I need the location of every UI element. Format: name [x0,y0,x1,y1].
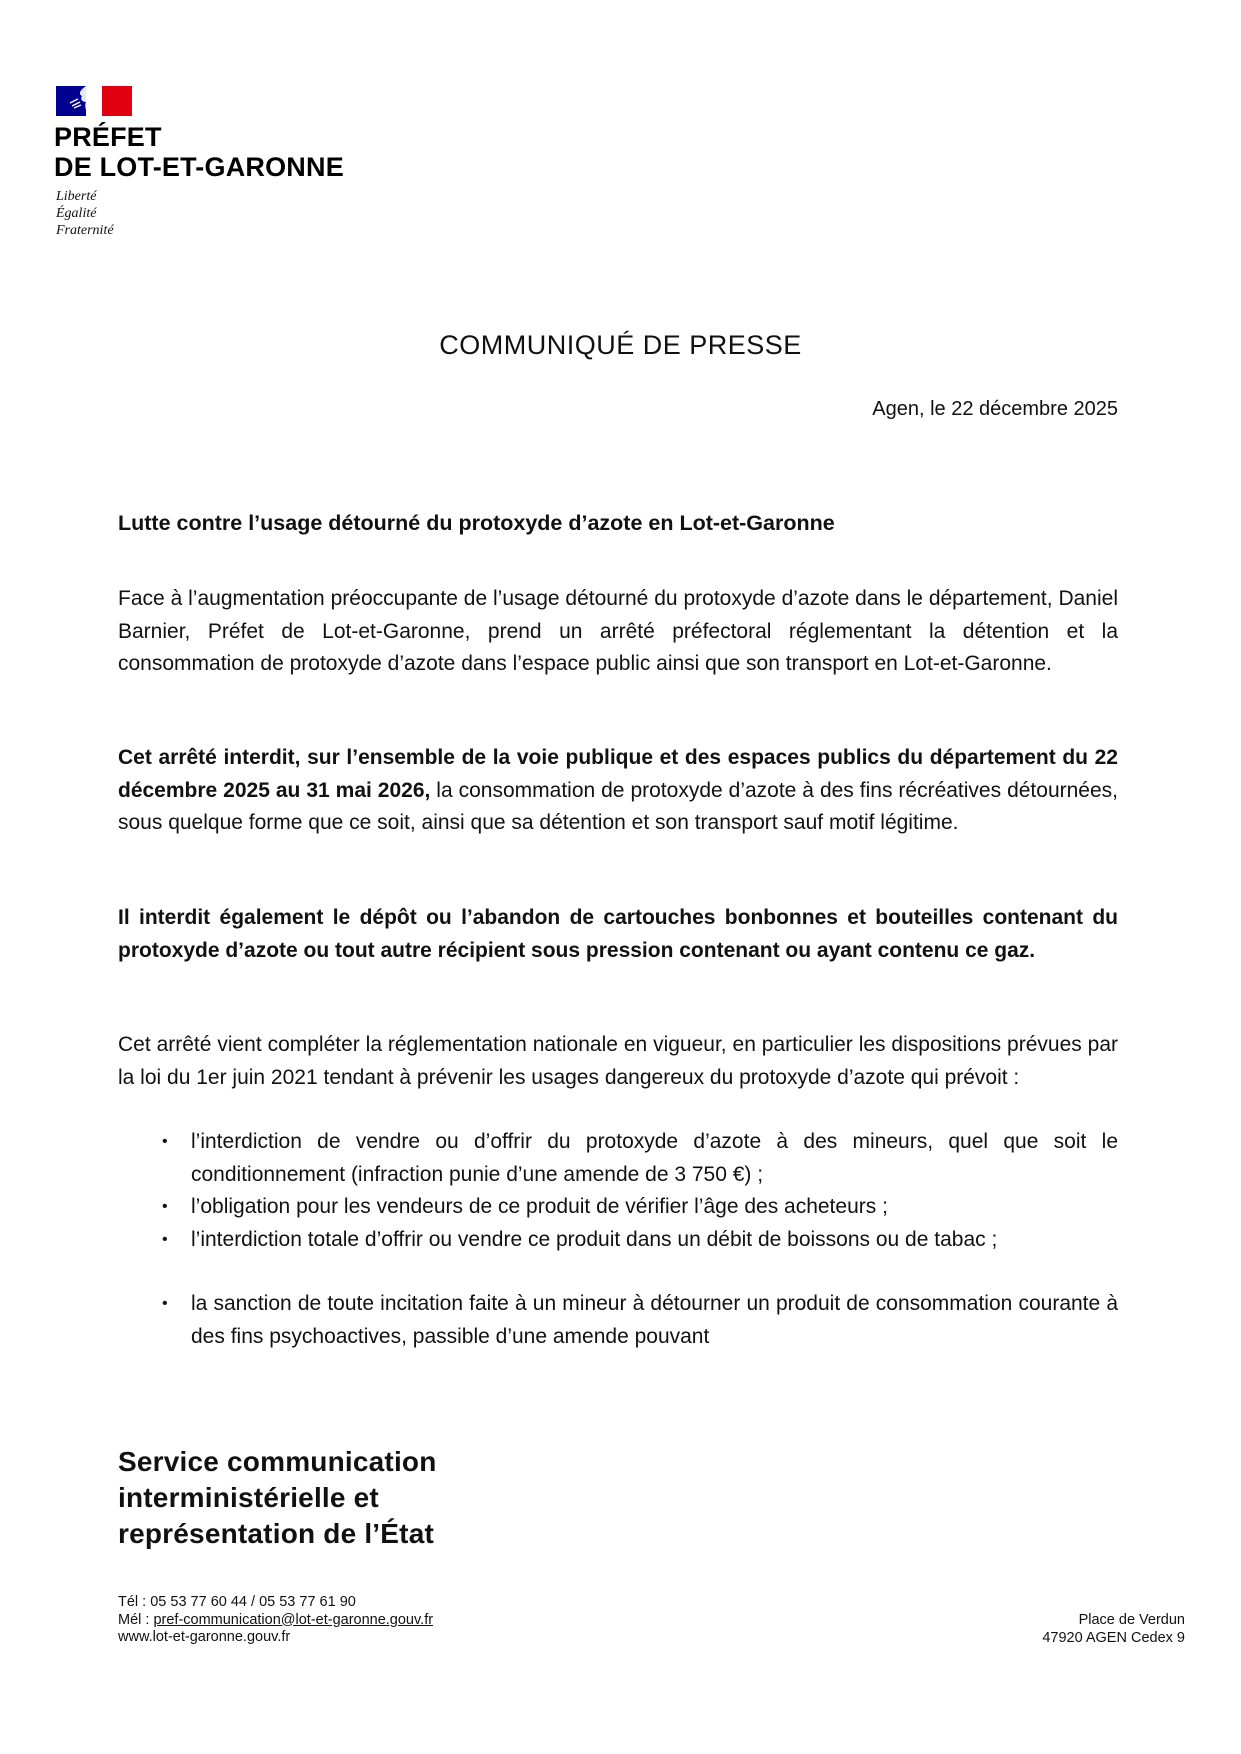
list-item [118,1191,1118,1224]
phone-numbers: Tél : 05 53 77 60 44 / 05 53 77 61 90 [118,1594,356,1610]
list-item [118,1288,1118,1353]
motto-egalite: Égalité [56,206,97,221]
logo-title-line2: DE LOT-ET-GARONNE [54,152,344,182]
service-line: représentation de l’État [118,1518,434,1549]
service-name [118,1444,437,1552]
list-item-text: l’obligation pour les vendeurs de ce produit de vérifier l’âge des acheteurs ; [191,1195,888,1218]
bullet-icon: • [162,1295,168,1312]
bullet-icon: • [162,1198,168,1215]
list-item-text: l’interdiction de vendre ou d’offrir du protoxyde d’azote à des mineurs, quel que soit le conditionnement (infraction punie d’une amende de 3 750 €) ; [191,1130,1118,1186]
motto-fraternite: Fraternité [56,223,114,238]
marianne-flag-icon [56,86,132,116]
postal-address [1042,1612,1185,1647]
paragraph-deposit-ban-text: Il interdit également le dépôt ou l’abandon de cartouches bonbonnes et bouteilles contenant du protoxyde d’azote ou tout autre récipient sous pression contenant ou ayant contenu ce gaz. [118,906,1118,962]
email-label: Mél : [118,1611,154,1628]
list-item-text: l’interdiction totale d’offrir ou vendre ce produit dans un débit de boissons ou de tabac ; [191,1227,998,1251]
motto-liberte: Liberté [56,189,97,204]
paragraph-ban-bold: Cet arrêté interdit, sur l’ensemble de la voie publique et des espaces publics du département du 22 décembre 2025 au 31 mai 2026, [118,746,1118,802]
website-link[interactable]: www.lot-et-garonne.gouv.fr [118,1629,291,1645]
provisions-list [118,1126,1118,1353]
address-line1: Place de Verdun [1078,1612,1185,1628]
paragraph-ban-rest: la consommation de protoxyde d’azote à des fins récréatives détournées, sous quelque forme que ce soit, ainsi que sa détention et son transport sauf motif légitime. [118,778,1118,834]
paragraph-ban [118,742,1118,840]
logo-title-line1: PRÉFET [54,122,162,152]
paragraph-intro: Face à l’augmentation préoccupante de l’usage détourné du protoxyde d’azote dans le département, Daniel Barnier, Préfet de Lot-et-Garonne, prend un arrêté préfectoral réglementant la détention et la consommation de protoxyde d’azote dans l’espace public ainsi que son transport en Lot-et-Garonne. [118,587,1118,675]
list-item-text: la sanction de toute incitation faite à un mineur à détourner un produit de consommation courante à des fins psychoactives, passible d’une amende pouvant [191,1292,1118,1348]
dateline: Agen, le 22 décembre 2025 [872,398,1118,420]
republic-motto [56,188,114,239]
document-type-title: COMMUNIQUÉ DE PRESSE [439,330,802,360]
email-line [118,1612,433,1630]
contact-block [118,1594,433,1647]
bullet-icon: • [162,1230,168,1248]
service-line: Service communication [118,1446,437,1477]
bullet-icon: • [162,1133,168,1150]
list-spacer [118,1256,1118,1288]
service-line: interministérielle et [118,1482,379,1513]
paragraph-deposit-ban [118,902,1118,967]
email-link[interactable]: pref-communication@lot-et-garonne.gouv.fr [153,1611,434,1628]
prefecture-name [54,122,344,182]
paragraph-national-law: Cet arrêté vient compléter la réglementation nationale en vigueur, en particulier les dispositions prévues par la loi du 1er juin 2021 tendant à prévenir les usages dangereux du protoxyde d’azote qui prévoit : [118,1033,1118,1089]
list-item [118,1224,1118,1257]
address-line2: 47920 AGEN Cedex 9 [1042,1629,1185,1646]
list-item [118,1126,1118,1191]
headline: Lutte contre l’usage détourné du protoxyde d’azote en Lot-et-Garonne [118,511,835,535]
